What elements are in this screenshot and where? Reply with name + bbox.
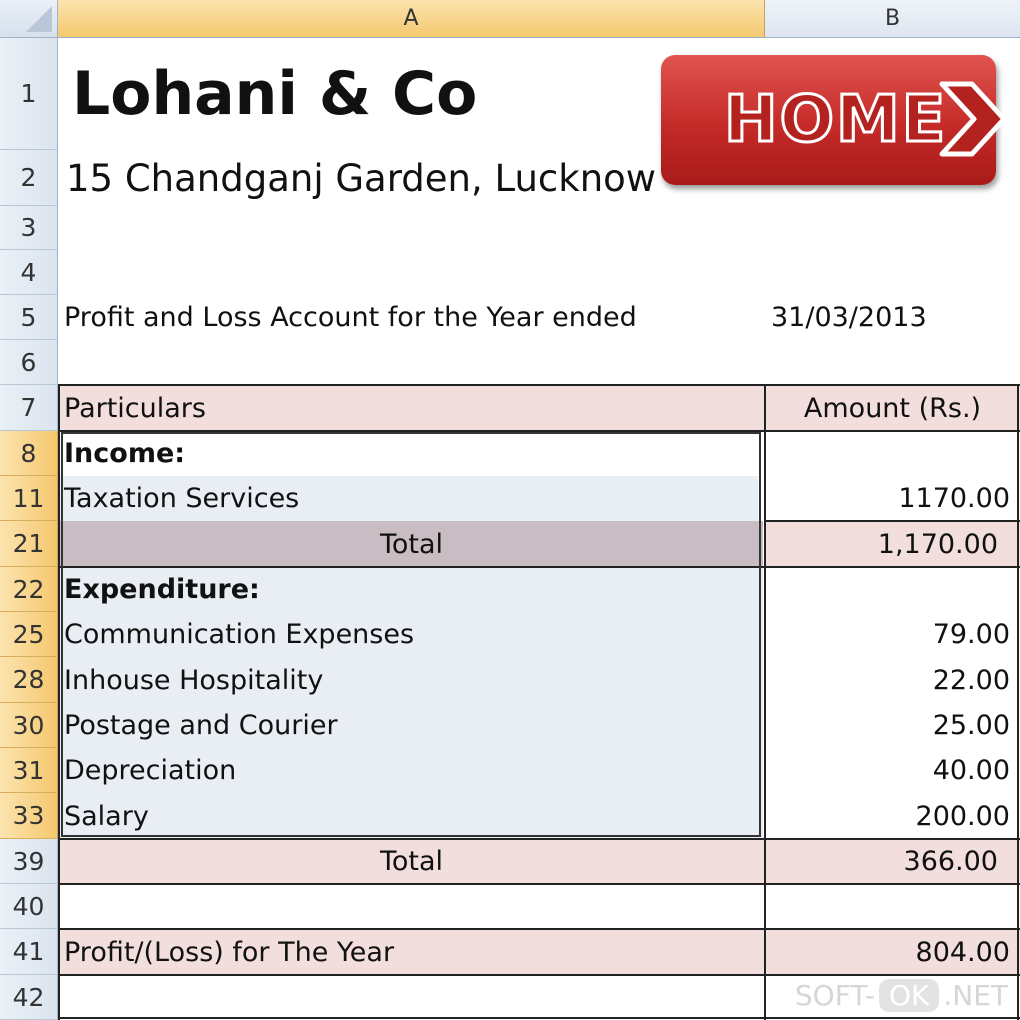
empty-cell-a40[interactable] bbox=[58, 884, 765, 929]
expense-name-depreciation[interactable]: Depreciation bbox=[64, 755, 237, 786]
row-header-31[interactable]: 31 bbox=[0, 748, 58, 793]
border-row40-bottom bbox=[58, 928, 1020, 930]
watermark bbox=[795, 979, 1008, 1012]
row-header-30[interactable]: 30 bbox=[0, 703, 58, 748]
row-header-39[interactable]: 39 bbox=[0, 839, 58, 884]
row-header-41[interactable]: 41 bbox=[0, 929, 58, 975]
company-address[interactable]: 15 Chandganj Garden, Lucknow bbox=[66, 156, 657, 200]
watermark-right: .NET bbox=[943, 979, 1008, 1012]
report-date[interactable]: 31/03/2013 bbox=[771, 302, 927, 333]
home-button-label: HOME bbox=[724, 83, 948, 157]
header-amount[interactable]: Amount (Rs.) bbox=[765, 385, 1020, 431]
income-label[interactable]: Income: bbox=[64, 438, 186, 469]
income-total-amount[interactable]: 1,170.00 bbox=[765, 521, 1020, 567]
border-income-amount bbox=[765, 520, 1020, 522]
income-total-label[interactable]: Total bbox=[60, 521, 763, 567]
profit-label[interactable]: Profit/(Loss) for The Year bbox=[58, 929, 765, 975]
income-item-name[interactable]: Taxation Services bbox=[58, 476, 758, 521]
expense-name-salary[interactable]: Salary bbox=[64, 800, 149, 832]
selection-outline bbox=[61, 432, 761, 837]
row-header-1[interactable]: 1 bbox=[0, 38, 58, 150]
empty-cell-b40[interactable] bbox=[765, 884, 1020, 929]
row-header-3[interactable]: 3 bbox=[0, 206, 58, 250]
row-header-42[interactable]: 42 bbox=[0, 975, 58, 1020]
column-header-b[interactable]: B bbox=[765, 0, 1020, 38]
report-title[interactable]: Profit and Loss Account for the Year ended bbox=[64, 302, 637, 333]
header-particulars[interactable]: Particulars bbox=[58, 385, 765, 431]
border-right bbox=[1017, 384, 1019, 1020]
border-expenditure-bottom bbox=[58, 838, 1020, 840]
expenditure-total-amount[interactable]: 366.00 bbox=[765, 839, 1020, 884]
column-header-a[interactable]: A bbox=[58, 0, 765, 38]
expense-amount-depreciation[interactable]: 40.00 bbox=[932, 755, 1010, 786]
row-header-33[interactable]: 33 bbox=[0, 793, 58, 839]
home-button[interactable] bbox=[661, 55, 996, 185]
expense-name-communication[interactable]: Communication Expenses bbox=[64, 619, 415, 650]
border-profit-bottom bbox=[58, 974, 1020, 976]
select-all-corner[interactable] bbox=[0, 0, 58, 38]
row-header-21[interactable]: 21 bbox=[0, 521, 58, 567]
expense-amount-hospitality[interactable]: 22.00 bbox=[932, 664, 1010, 696]
expense-amount-communication[interactable]: 79.00 bbox=[932, 619, 1010, 650]
border-top-header bbox=[58, 384, 1020, 386]
income-item-amount[interactable]: 1170.00 bbox=[898, 483, 1010, 514]
row-header-5[interactable]: 5 bbox=[0, 295, 58, 340]
watermark-left: SOFT- bbox=[794, 979, 875, 1012]
row-header-25[interactable]: 25 bbox=[0, 612, 58, 657]
row-header-40[interactable]: 40 bbox=[0, 884, 58, 929]
row-header-7[interactable]: 7 bbox=[0, 385, 58, 431]
watermark-ok: OK bbox=[879, 979, 939, 1012]
row-header-4[interactable]: 4 bbox=[0, 250, 58, 295]
row-header-2[interactable]: 2 bbox=[0, 150, 58, 206]
income-amount-cell[interactable] bbox=[765, 431, 1020, 476]
expense-amount-postage[interactable]: 25.00 bbox=[932, 710, 1010, 741]
expenditure-total-label[interactable]: Total bbox=[58, 839, 765, 884]
row-header-22[interactable]: 22 bbox=[0, 567, 58, 612]
expenditure-label[interactable]: Expenditure: bbox=[64, 574, 260, 605]
border-col-divider bbox=[764, 384, 766, 1020]
border-row42-bottom bbox=[58, 1017, 1020, 1019]
border-left bbox=[58, 384, 60, 1020]
expense-name-postage[interactable]: Postage and Courier bbox=[64, 710, 338, 741]
profit-amount[interactable]: 804.00 bbox=[765, 929, 1020, 975]
expense-amount-salary[interactable]: 200.00 bbox=[915, 800, 1010, 832]
border-total-bottom bbox=[58, 883, 1020, 885]
chevron-right-icon bbox=[932, 79, 1012, 159]
company-name[interactable]: Lohani & Co bbox=[72, 59, 478, 129]
row-header-28[interactable]: 28 bbox=[0, 657, 58, 703]
expense-name-hospitality[interactable]: Inhouse Hospitality bbox=[64, 664, 324, 696]
row-header-8[interactable]: 8 bbox=[0, 431, 58, 476]
row-header-11[interactable]: 11 bbox=[0, 476, 58, 521]
row-header-6[interactable]: 6 bbox=[0, 340, 58, 385]
empty-cell-a42[interactable] bbox=[58, 975, 765, 1020]
